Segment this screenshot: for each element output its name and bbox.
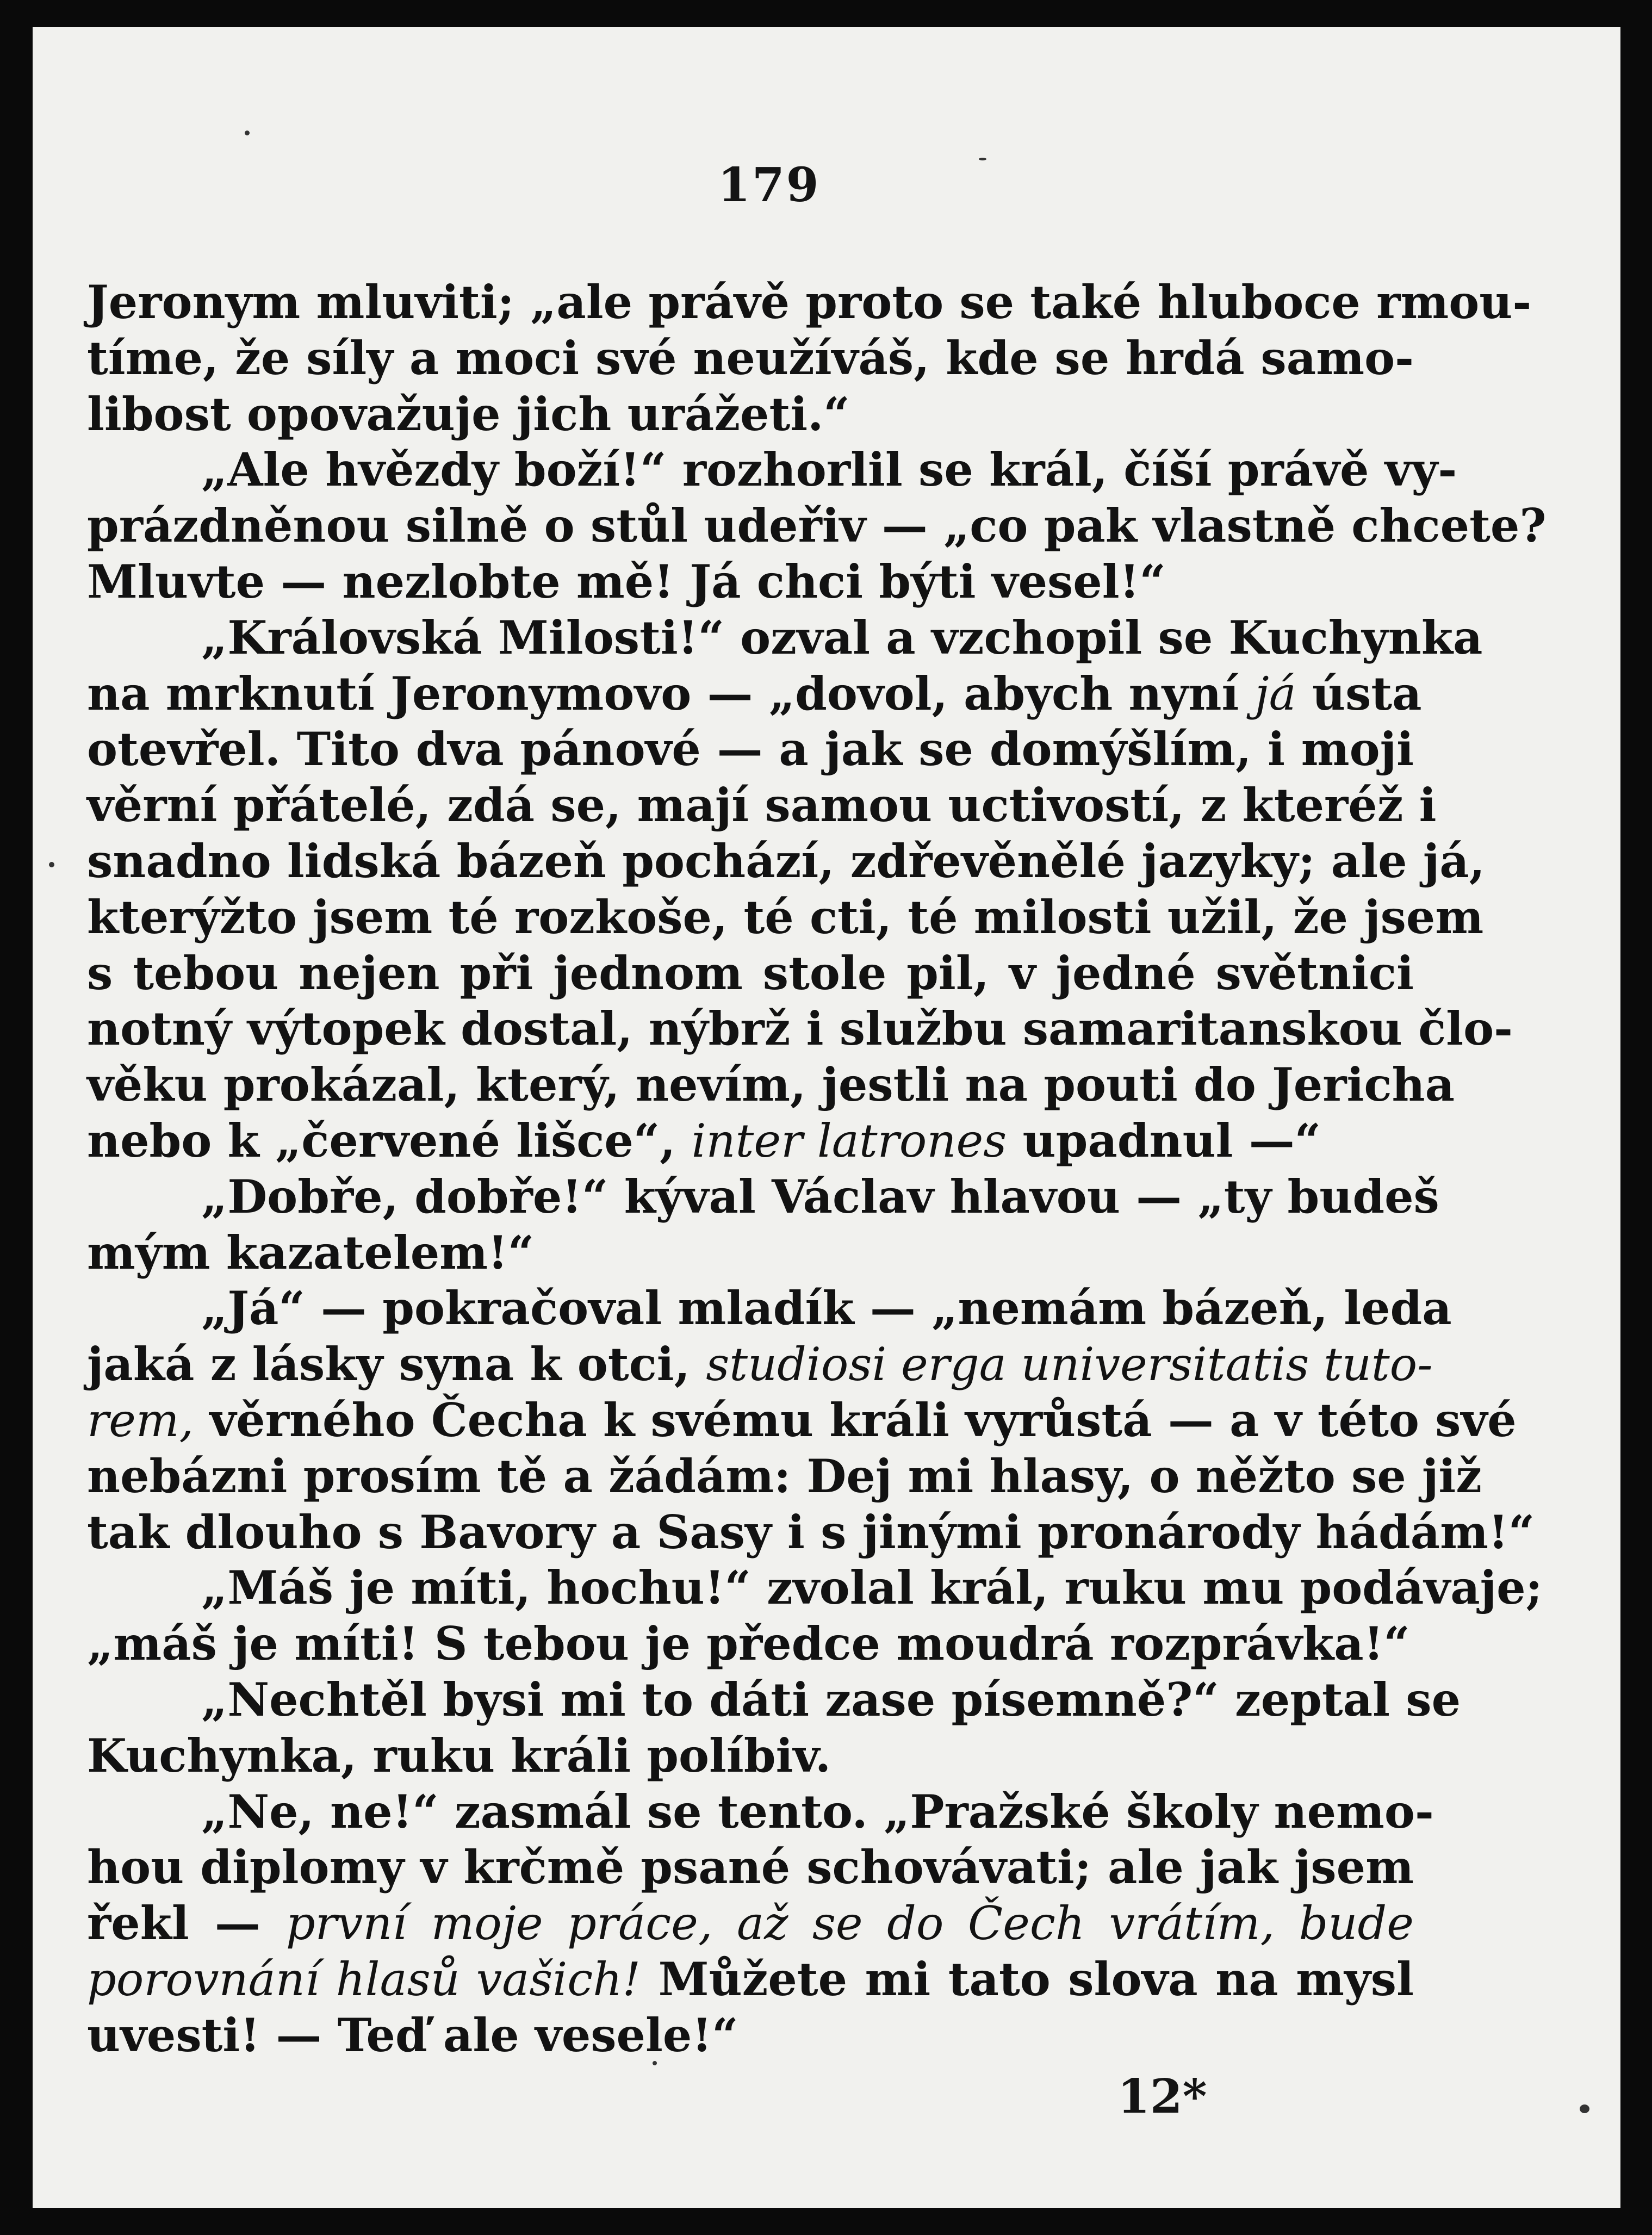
text-line — [87, 1505, 1535, 1561]
text-line — [87, 1169, 1439, 1225]
signature-mark: 12* — [1117, 2069, 1207, 2124]
text-line — [87, 1337, 1433, 1393]
line-text: „Ne, ne!“ zasmál se tento. „Pražské školy nemo- — [201, 1784, 1434, 1839]
page-number: 179 — [718, 158, 821, 213]
line-text: libost opovažuje jich urážeti.“ — [87, 387, 850, 441]
line-text: mým kazatelem!“ — [87, 1225, 535, 1280]
line-text: hou diplomy v krčmě psané schovávati; ale jak jsem — [87, 1840, 1414, 1895]
line-text: „máš je míti! S tebou je předce moudrá rozprávka!“ — [87, 1617, 1410, 1671]
italic-text: studiosi erga universitatis tuto- — [706, 1338, 1433, 1392]
dust-speck — [49, 862, 54, 867]
line-text: „Máš je míti, hochu!“ zvolal král, ruku mu podávaje; — [201, 1561, 1543, 1615]
text-line — [87, 1616, 1414, 1672]
dust-speck — [979, 158, 986, 160]
text-line — [87, 1001, 1513, 1057]
text-line — [87, 1393, 1517, 1449]
line-text: Mluvte — nezlobte mě! Já chci býti vesel!“ — [87, 554, 1166, 609]
italic-text: porovnání hlasů vašich! — [87, 1952, 641, 2006]
line-text: tíme, že síly a moci své neužíváš, kde se hrdá samo- — [87, 331, 1414, 385]
text-line — [87, 1952, 1414, 2008]
italic-text: první moje práce, až se do Čech vrátím, bude — [285, 1897, 1414, 1951]
line-text: Kuchynka, ruku králi políbiv. — [87, 1728, 831, 1783]
line-text: uvesti! — Teď ale vesele!“ — [87, 2008, 738, 2062]
text-line — [87, 1113, 1414, 1169]
line-text: upadnul —“ — [1007, 1113, 1321, 1168]
text-line — [87, 2008, 1414, 2064]
line-text: „Královská Milosti!“ ozval a vzchopil se Kuchynka — [201, 610, 1483, 665]
text-line — [87, 1896, 1414, 1952]
line-text: jaká z lásky syna k otci, — [87, 1337, 706, 1392]
text-line — [87, 1840, 1414, 1896]
text-line — [87, 1057, 1455, 1113]
text-line — [87, 554, 1414, 610]
line-text: řekl — — [87, 1896, 286, 1951]
text-line — [87, 1225, 1414, 1281]
line-text: notný výtopek dostal, nýbrž i službu samaritanskou člo- — [87, 1002, 1513, 1056]
text-line — [87, 610, 1483, 666]
italic-text: inter latrones — [691, 1114, 1007, 1168]
text-line — [87, 890, 1484, 946]
line-text: „Nechtěl bysi mi to dáti zase písemně?“ zeptal se — [201, 1672, 1461, 1727]
line-text: prázdněnou silně o stůl udeřiv — „co pak vlastně chcete? — [87, 499, 1547, 553]
line-text: věku prokázal, který, nevím, jestli na pouti do Jericha — [87, 1058, 1455, 1112]
dust-speck — [1580, 2104, 1589, 2113]
text-line — [87, 387, 1414, 443]
line-text: snadno lidská bázeň pochází, zdřevěnělé jazyky; ale já, — [87, 834, 1485, 888]
text-line — [87, 1449, 1482, 1505]
dust-speck — [245, 131, 250, 135]
text-line — [87, 498, 1547, 554]
line-text: ústa — [1296, 666, 1422, 721]
line-text: Můžete mi tato slova na mysl — [641, 1952, 1414, 2006]
text-line — [87, 722, 1414, 778]
text-line — [87, 1281, 1452, 1337]
text-line — [87, 1784, 1434, 1840]
line-text: věrní přátelé, zdá se, mají samou uctivostí, z kteréž i — [87, 778, 1437, 833]
line-text: „Já“ — pokračoval mladík — „nemám bázeň, leda — [201, 1281, 1452, 1336]
line-text: s tebou nejen při jednom stole pil, v jedné světnici — [87, 946, 1414, 1000]
text-line — [87, 666, 1422, 722]
line-text: tak dlouho s Bavory a Sasy i s jinými pronárody hádám!“ — [87, 1505, 1535, 1559]
italic-text: rem, — [87, 1393, 194, 1447]
text-line — [87, 946, 1414, 1002]
line-text: nebázni prosím tě a žádám: Dej mi hlasy, o něžto se již — [87, 1449, 1482, 1503]
line-text: kterýžto jsem té rozkoše, té cti, té milosti užil, že jsem — [87, 890, 1484, 944]
line-text: nebo k „červené lišce“, — [87, 1113, 692, 1168]
book-page — [33, 27, 1620, 2208]
line-text: „Ale hvězdy boží!“ rozhorlil se král, číší právě vy- — [201, 443, 1457, 497]
text-line — [87, 1560, 1543, 1616]
italic-text: já — [1254, 667, 1296, 721]
line-text: věrného Čecha k svému králi vyrůstá — a v této své — [194, 1393, 1517, 1447]
text-line — [87, 1672, 1461, 1728]
line-text: „Dobře, dobře!“ kýval Václav hlavou — „ty budeš — [201, 1169, 1439, 1224]
text-line — [87, 442, 1457, 498]
text-line — [87, 275, 1532, 331]
line-text: otevřel. Tito dva pánové — a jak se domýšlím, i moji — [87, 722, 1414, 777]
body-text — [87, 275, 1547, 2064]
text-line — [87, 778, 1437, 834]
line-text: na mrknutí Jeronymovo — „dovol, abych nyní — [87, 666, 1255, 721]
text-line — [87, 1728, 1414, 1784]
line-text: Jeronym mluviti; „ale právě proto se také hluboce rmou- — [87, 275, 1532, 329]
text-line — [87, 331, 1414, 387]
text-line — [87, 834, 1485, 890]
